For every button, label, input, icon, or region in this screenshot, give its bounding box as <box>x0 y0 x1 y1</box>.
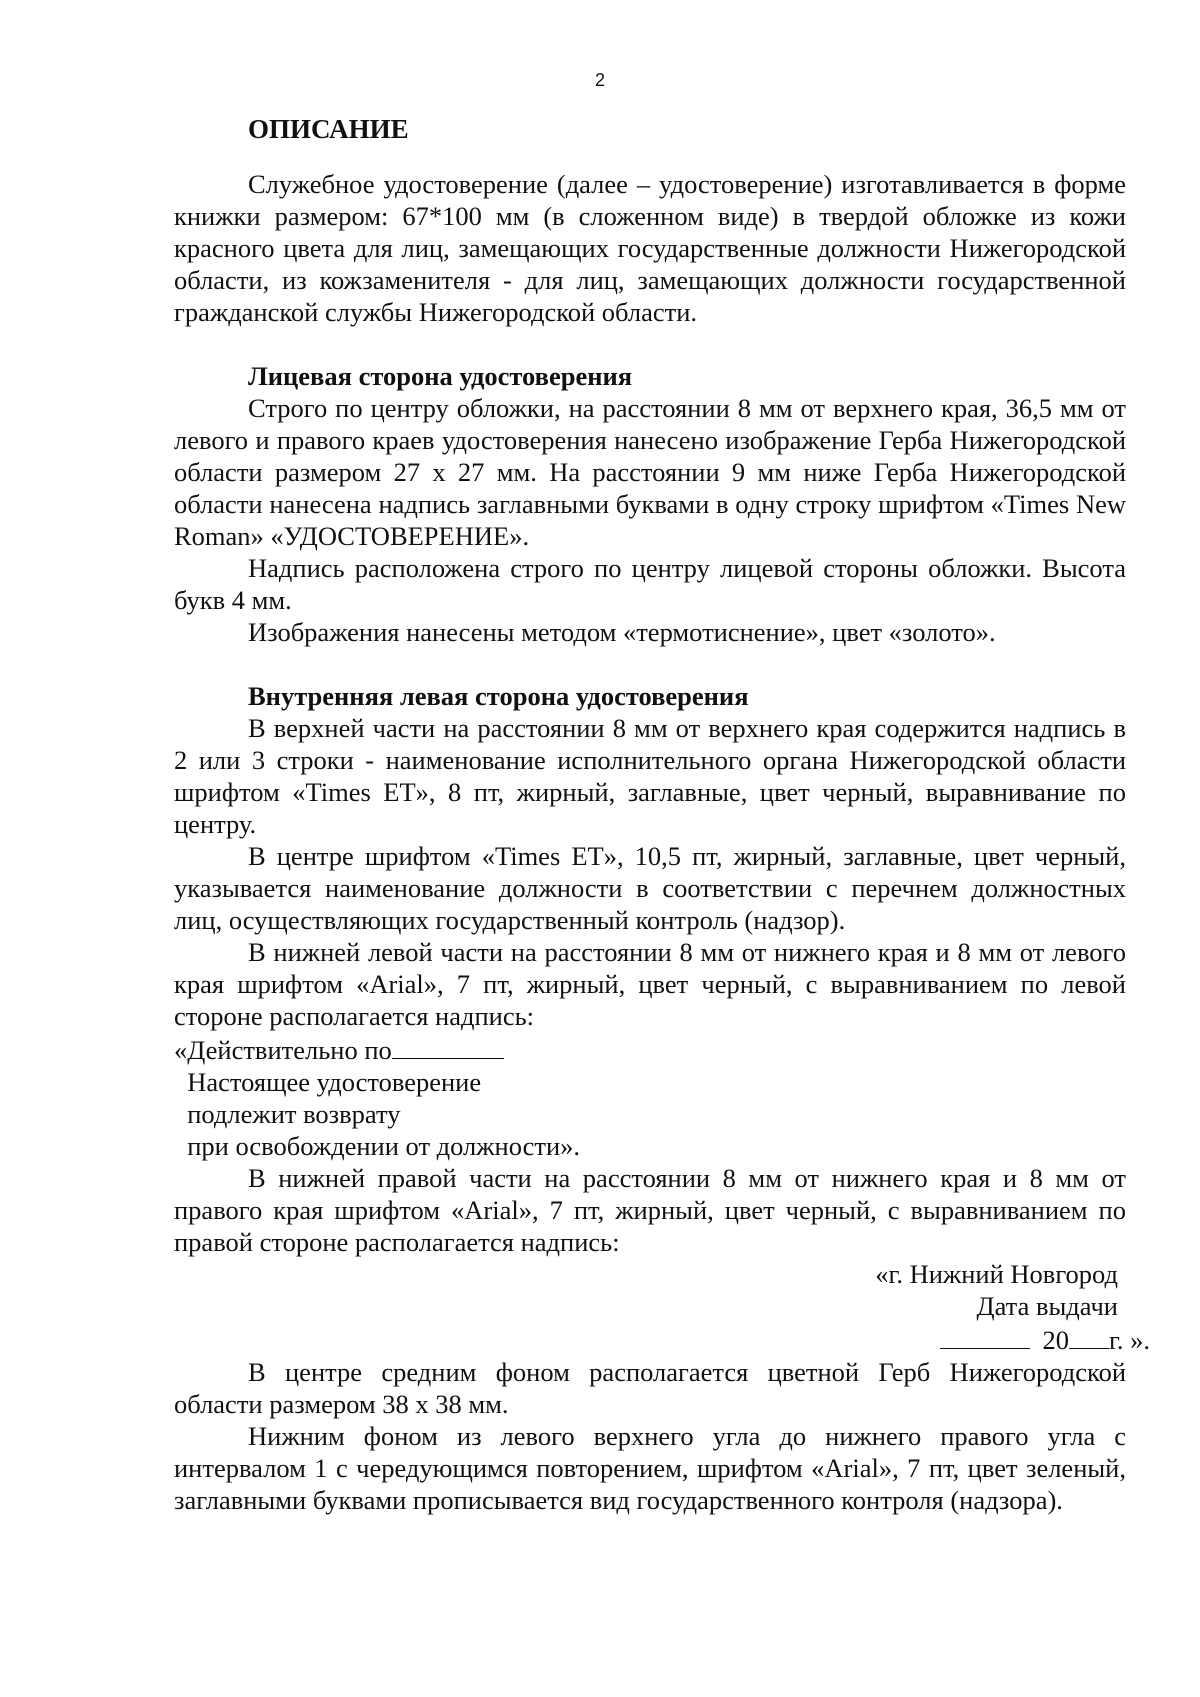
inner-left-paragraph-3: В нижней левой части на расстоянии 8 мм от нижнего края и 8 мм от левого края шрифтом «Arial», 7 пт, жирный, цвет черный, с выравниванием по левой стороне располагается надпись: <box>174 937 1126 1031</box>
left-notice-line-3: подлежит возврату <box>174 1099 401 1129</box>
right-notice-year-prefix: 20 <box>1042 1325 1069 1355</box>
right-notice-year-suffix: г. ». <box>1108 1325 1150 1355</box>
document-body <box>174 112 1150 1516</box>
blank-underline <box>392 1032 504 1059</box>
inner-left-paragraph-5: В центре средним фоном располагается цветной Герб Нижегородской области размером 38 х 38 мм. <box>174 1357 1126 1419</box>
inner-left-paragraph-2: В центре шрифтом «Times ET», 10,5 пт, жирный, заглавные, цвет черный, указывается наименование должности в соответствии с перечнем должностных лиц, осуществляющих государственный контроль (надзор). <box>174 841 1126 935</box>
intro-paragraph: Служебное удостоверение (далее – удостоверение) изготавливается в форме книжки размером: 67*100 мм (в сложенном виде) в твердой обложке из кожи красного цвета для лиц, замещающих государственные должности Нижегородской области, из кожзаменителя - для лиц, замещающих должности государственной гражданской службы Нижегородской области. <box>174 169 1126 327</box>
front-paragraph-1: Строго по центру обложки, на расстоянии 8 мм от верхнего края, 36,5 мм от левого и правого краев удостоверения нанесено изображение Герба Нижегородской области размером 27 х 27 мм. На расстоянии 9 мм ниже Герба Нижегородской области нанесена надпись заглавными буквами в одну строку шрифтом «Times New Roman» «УДОСТОВЕРЕНИЕ». <box>174 393 1126 551</box>
front-side-heading: Лицевая сторона удостоверения <box>248 361 633 391</box>
left-notice-line-1 <box>174 1032 1126 1066</box>
left-notice-line-2: Настоящее удостоверение <box>174 1067 482 1097</box>
document-title: ОПИСАНИЕ <box>248 114 409 144</box>
inner-left-paragraph-6: Нижним фоном из левого верхнего угла до нижнего правого угла с интервалом 1 с чередующимся повторением, шрифтом «Arial», 7 пт, цвет зеленый, заглавными буквами прописывается вид государственного контроля (надзора). <box>174 1421 1126 1515</box>
blank-underline <box>940 1322 1030 1349</box>
left-notice-line-1-text: «Действительно по <box>174 1035 392 1065</box>
inner-left-paragraph-4: В нижней правой части на расстоянии 8 мм от нижнего края и 8 мм от правого края шрифтом «Arial», 7 пт, жирный, цвет черный, с выравниванием по правой стороне располагается надпись: <box>174 1163 1126 1257</box>
right-notice-line-2: Дата выдачи <box>976 1291 1118 1321</box>
inner-left-heading: Внутренняя левая сторона удостоверения <box>248 681 749 711</box>
blank-underline <box>1069 1322 1109 1349</box>
page-number: 2 <box>594 70 605 90</box>
front-paragraph-3: Изображения нанесены методом «термотиснение», цвет «золото». <box>248 617 996 647</box>
right-notice-line-3 <box>174 1322 1150 1356</box>
spacer <box>174 648 1126 680</box>
right-notice-line-1: «г. Нижний Новгород <box>875 1259 1118 1289</box>
spacer <box>174 328 1126 360</box>
left-notice-line-4: при освобождении от должности». <box>174 1131 581 1161</box>
left-notice-block <box>174 1032 1126 1162</box>
front-paragraph-2: Надпись расположена строго по центру лицевой стороны обложки. Высота букв 4 мм. <box>174 553 1126 615</box>
inner-left-paragraph-1: В верхней части на расстоянии 8 мм от верхнего края содержится надпись в 2 или 3 строки - наименование исполнительного органа Нижегородской области шрифтом «Times ET», 8 пт, жирный, заглавные, цвет черный, выравнивание по центру. <box>174 713 1126 839</box>
right-notice-block <box>174 1258 1150 1356</box>
